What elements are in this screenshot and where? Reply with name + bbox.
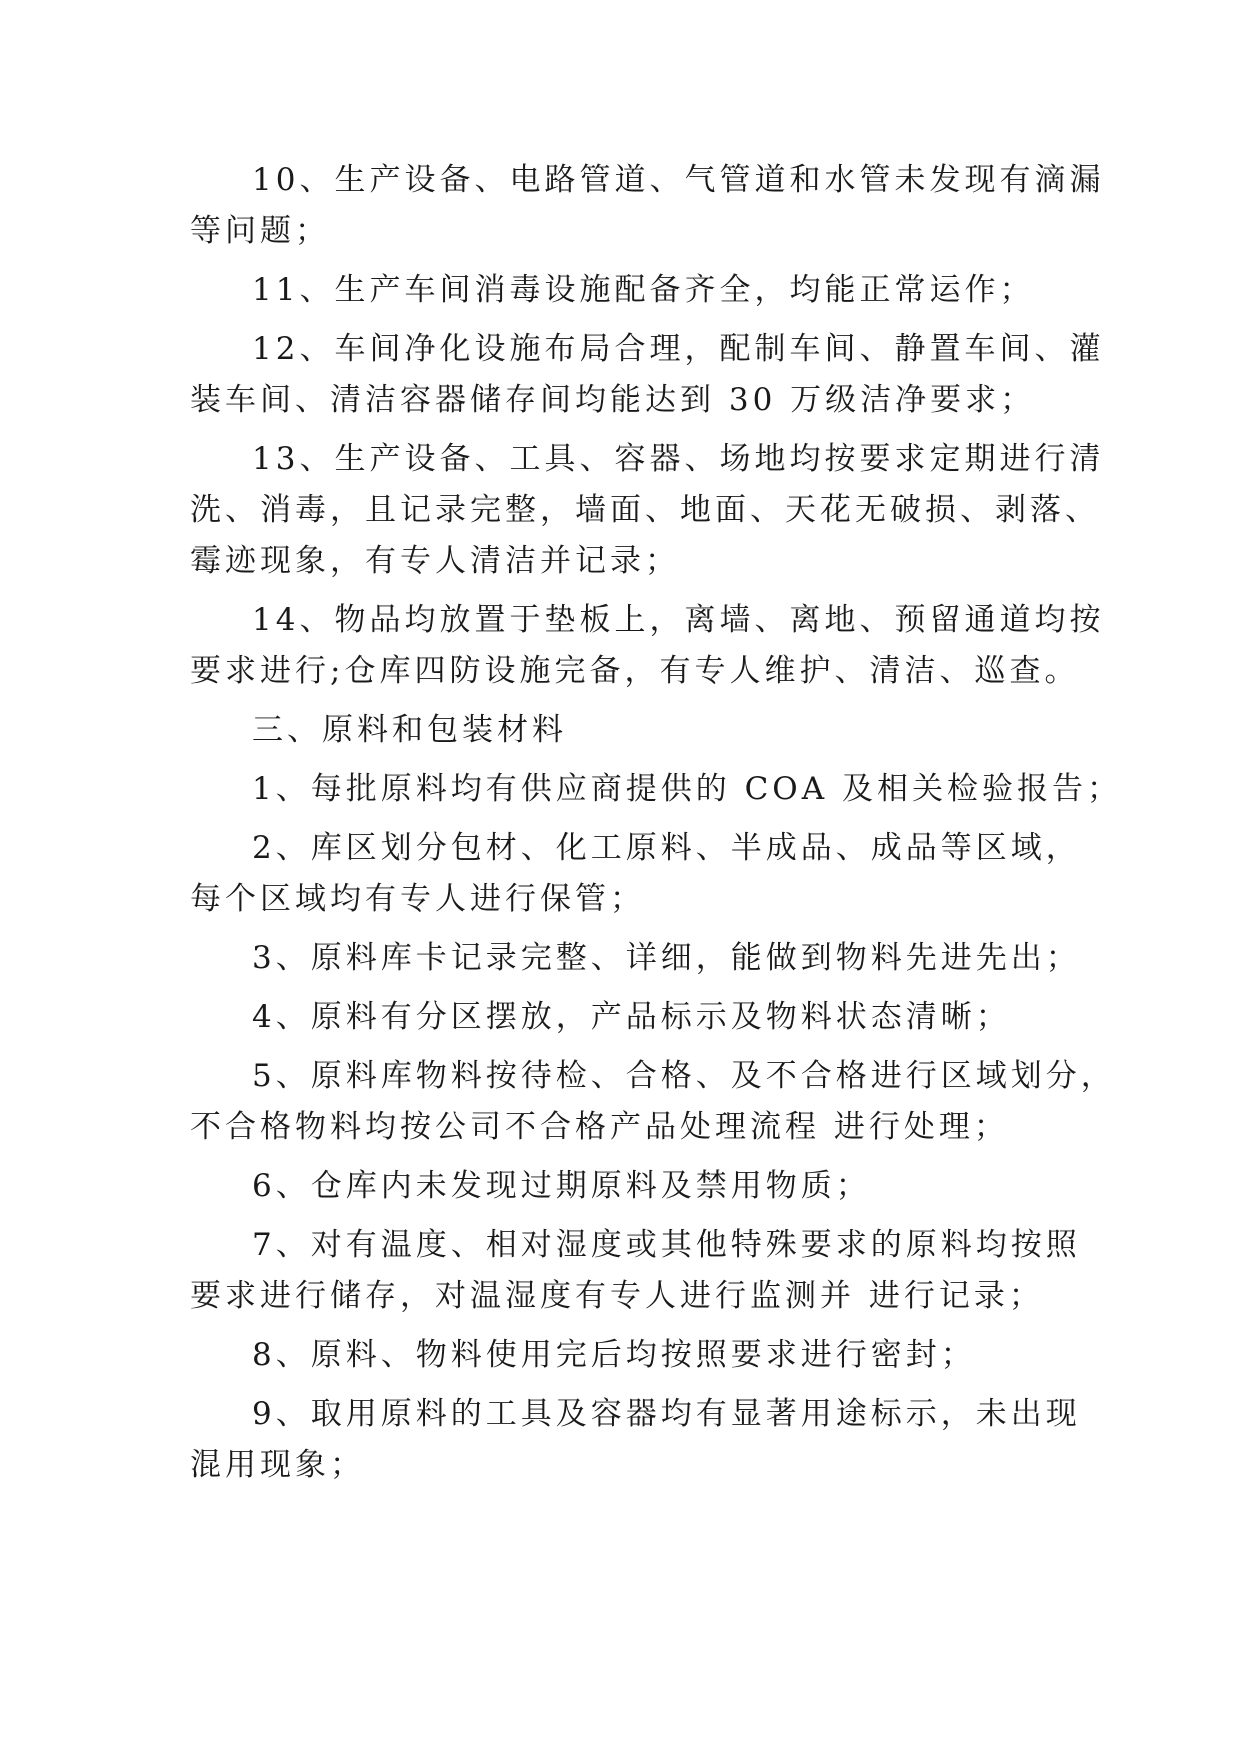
paragraph-line: 混用现象；: [190, 1447, 365, 1483]
paragraph-line: 4、原料有分区摆放，产品标示及物料状态清晰；: [252, 999, 1011, 1035]
paragraph-line: 10、生产设备、电路管道、气管道和水管未发现有滴漏: [252, 162, 1105, 198]
paragraph-line: 等问题；: [190, 213, 330, 249]
paragraph-line: 每个区域均有专人进行保管；: [190, 881, 645, 917]
paragraph-line: 13、生产设备、工具、容器、场地均按要求定期进行清: [252, 441, 1105, 477]
paragraph-line: 3、原料库卡记录完整、详细，能做到物料先进先出；: [252, 940, 1081, 976]
paragraph-line: 装车间、清洁容器储存间均能达到 30 万级洁净要求；: [190, 382, 1036, 418]
paragraph-line: 2、库区划分包材、化工原料、半成品、成品等区域，: [252, 830, 1081, 866]
paragraph-line: 5、原料库物料按待检、合格、及不合格进行区域划分，: [252, 1058, 1116, 1094]
paragraph-line: 12、车间净化设施布局合理，配制车间、静置车间、灌: [252, 331, 1105, 367]
paragraph-line: 11、生产车间消毒设施配备齐全，均能正常运作；: [252, 272, 1035, 308]
paragraph-line: 洗、消毒，且记录完整，墙面、地面、天花无破损、剥落、: [190, 492, 1100, 528]
paragraph-line: 要求进行;仓库四防设施完备，有专人维护、清洁、巡查。: [190, 653, 1080, 689]
paragraph-line: 1、每批原料均有供应商提供的 COA 及相关检验报告；: [252, 771, 1122, 807]
section-heading: 三、原料和包装材料: [252, 712, 567, 748]
paragraph-line: 7、对有温度、相对湿度或其他特殊要求的原料均按照: [252, 1227, 1081, 1263]
paragraph-line: 14、物品均放置于垫板上，离墙、离地、预留通道均按: [252, 602, 1105, 638]
paragraph-line: 不合格物料均按公司不合格产品处理流程 进行处理；: [190, 1109, 1009, 1145]
paragraph-line: 霉迹现象，有专人清洁并记录；: [190, 543, 680, 579]
paragraph-line: 要求进行储存，对温湿度有专人进行监测并 进行记录；: [190, 1278, 1044, 1314]
paragraph-line: 9、取用原料的工具及容器均有显著用途标示，未出现: [252, 1396, 1081, 1432]
paragraph-line: 6、仓库内未发现过期原料及禁用物质；: [252, 1168, 871, 1204]
paragraph-line: 8、原料、物料使用完后均按照要求进行密封；: [252, 1337, 976, 1373]
